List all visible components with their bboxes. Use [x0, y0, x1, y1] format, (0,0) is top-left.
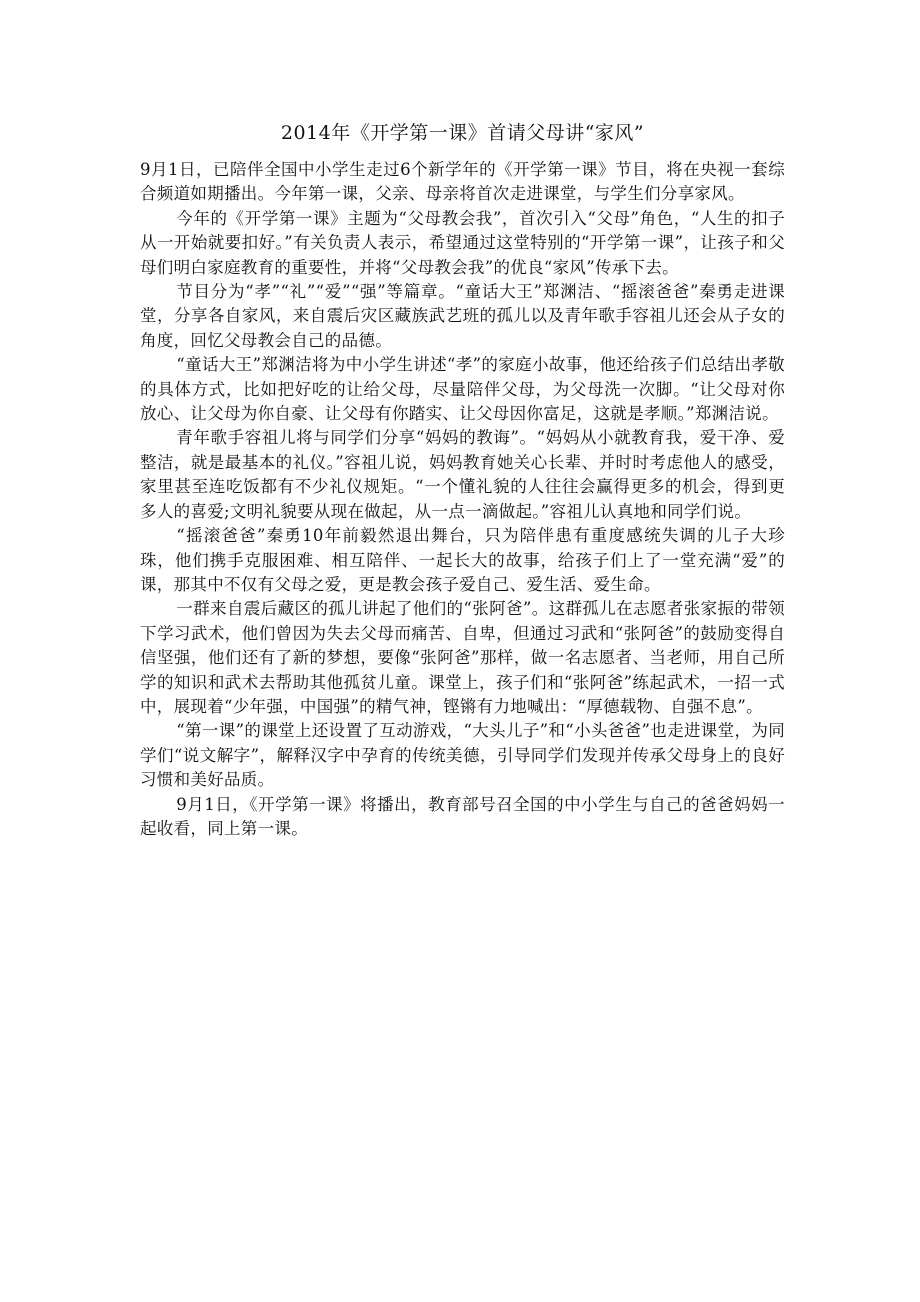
paragraph-9: 9月1日，《开学第一课》将播出，教育部号召全国的中小学生与自己的爸爸妈妈一起收看，同上第一课。 [140, 794, 785, 838]
paragraph-1: 9月1日，已陪伴全国中小学生走过6个新学年的《开学第一课》节目，将在央视一套综合频道如期播出。今年第一课，父亲、母亲将首次走进课堂，与学生们分享家风。 [140, 160, 785, 204]
document-title: 2014年《开学第一课》首请父母讲“家风” [280, 122, 645, 144]
document-page [140, 118, 785, 841]
paragraph-5: 青年歌手容祖儿将与同学们分享“妈妈的教诲”。“妈妈从小就教育我，爱干净、爱整洁，就是最基本的礼仪。”容祖儿说，妈妈教育她关心长辈、并时时考虑他人的感受，家里甚至连吃饭都有不少礼仪规矩。“一个懂礼貌的人往往会赢得更多的机会，得到更多人的喜爱;文明礼貌要从现在做起，从一点一滴做起。”容祖儿认真地和同学们说。 [140, 428, 785, 521]
paragraph-7: 一群来自震后藏区的孤儿讲起了他们的“张阿爸”。这群孤儿在志愿者张家振的带领下学习武术，他们曾因为失去父母而痛苦、自卑，但通过习武和“张阿爸”的鼓励变得自信坚强，他们还有了新的梦想，要像“张阿爸”那样，做一名志愿者、当老师，用自己所学的知识和武术去帮助其他孤贫儿童。课堂上，孩子们和“张阿爸”练起武术，一招一式中，展现着“少年强，中国强”的精气神，铿锵有力地喊出：“厚德载物、自强不息”。 [140, 599, 785, 716]
paragraph-3: 节目分为“孝”“礼”“爱”“强”等篇章。“童话大王”郑渊洁、“摇滚爸爸”秦勇走进课堂，分享各自家风，来自震后灾区藏族武艺班的孤儿以及青年歌手容祖儿还会从子女的角度，回忆父母教会自己的品德。 [140, 282, 785, 350]
paragraph-6: “摇滚爸爸”秦勇10年前毅然退出舞台，只为陪伴患有重度感统失调的儿子大珍珠，他们携手克服困难、相互陪伴、一起长大的故事，给孩子们上了一堂充满“爱”的课，那其中不仅有父母之爱，更是教会孩子爱自己、爱生活、爱生命。 [140, 526, 785, 594]
paragraph-8: “第一课”的课堂上还设置了互动游戏，“大头儿子”和“小头爸爸”也走进课堂，为同学们“说文解字”，解释汉字中孕育的传统美德，引导同学们发现并传承父母身上的良好习惯和美好品质。 [140, 721, 785, 790]
paragraph-4: “童话大王”郑渊洁将为中小学生讲述“孝”的家庭小故事，他还给孩子们总结出孝敬的具体方式，比如把好吃的让给父母，尽量陪伴父母，为父母洗一次脚。“让父母对你放心、让父母为你自豪、让父母有你踏实、让父母因你富足，这就是孝顺。”郑渊洁说。 [140, 355, 785, 424]
paragraph-2: 今年的《开学第一课》主题为“父母教会我”，首次引入“父母”角色，“人生的扣子从一开始就要扣好。”有关负责人表示，希望通过这堂特别的“开学第一课”，让孩子和父母们明白家庭教育的重要性，并将“父母教会我”的优良“家风”传承下去。 [140, 208, 785, 277]
